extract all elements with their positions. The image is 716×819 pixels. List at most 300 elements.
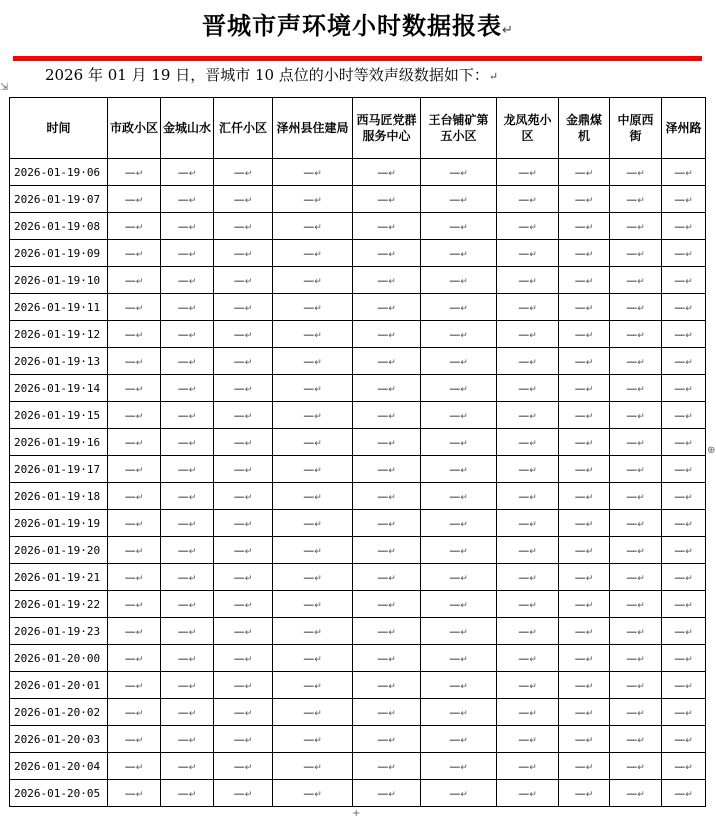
value-cell: [662, 753, 706, 780]
paragraph-mark-icon: ↵: [135, 735, 144, 746]
paragraph-mark-icon: ↵: [585, 384, 594, 395]
time-cell: 2026-01-19·10: [10, 267, 108, 294]
paragraph-mark-icon: ↵: [244, 411, 253, 422]
paragraph-mark-icon: ↵: [388, 627, 396, 638]
paragraph-mark-icon: ↵: [314, 411, 322, 422]
value-text: —: [233, 759, 245, 773]
table-header-row: [10, 98, 706, 159]
value-text: —: [518, 678, 530, 692]
paragraph-mark-icon: ↵: [188, 681, 197, 692]
paragraph-mark-icon: ↵: [685, 357, 693, 368]
table-row: [10, 618, 706, 645]
value-text: —: [177, 246, 189, 260]
value-cell: [421, 537, 497, 564]
value-cell: [497, 402, 559, 429]
value-cell: [559, 294, 610, 321]
value-cell: [662, 726, 706, 753]
value-cell: [273, 159, 353, 186]
value-cell: [497, 375, 559, 402]
value-cell: [610, 159, 662, 186]
value-cell: [214, 753, 273, 780]
paragraph-mark-icon: ↵: [685, 492, 693, 503]
value-cell: [161, 267, 214, 294]
value-cell: [559, 456, 610, 483]
paragraph-mark-icon: ↵: [685, 735, 693, 746]
value-text: —: [177, 219, 189, 233]
value-text: —: [449, 273, 461, 287]
paragraph-mark-icon: ↵: [314, 573, 322, 584]
column-header-site: 市政小区: [108, 98, 161, 159]
table-row: [10, 456, 706, 483]
value-text: —: [518, 759, 530, 773]
value-cell: [161, 294, 214, 321]
value-text: —: [233, 624, 245, 638]
value-text: —: [626, 516, 638, 530]
time-cell: 2026-01-19·06: [10, 159, 108, 186]
value-text: —: [449, 462, 461, 476]
time-cell: 2026-01-19·09: [10, 240, 108, 267]
paragraph-mark-icon: ↵: [637, 627, 645, 638]
paragraph-mark-icon: ↵: [135, 195, 144, 206]
paragraph-mark-icon: ↵: [685, 384, 693, 395]
value-cell: [273, 672, 353, 699]
paragraph-mark-icon: ↵: [460, 654, 468, 665]
time-cell: 2026-01-20·05: [10, 780, 108, 807]
value-text: —: [233, 192, 245, 206]
value-cell: [353, 780, 421, 807]
paragraph-mark-icon: ↵: [244, 222, 253, 233]
time-cell: 2026-01-19·08: [10, 213, 108, 240]
value-text: —: [303, 786, 315, 800]
time-cell: 2026-01-19·18: [10, 483, 108, 510]
value-text: —: [377, 786, 389, 800]
paragraph-mark-icon: ↵: [244, 627, 253, 638]
value-text: —: [449, 516, 461, 530]
paragraph-mark-icon: ↵: [388, 546, 396, 557]
table-move-handle-icon[interactable]: ⇲: [0, 82, 9, 93]
table-row: [10, 699, 706, 726]
value-text: —: [124, 786, 136, 800]
paragraph-mark-icon: ↵: [244, 654, 253, 665]
value-text: —: [124, 192, 136, 206]
paragraph-mark-icon: ↵: [460, 249, 468, 260]
value-cell: [497, 726, 559, 753]
paragraph-mark-icon: ↵: [637, 411, 645, 422]
paragraph-mark-icon: ↵: [460, 357, 468, 368]
value-text: —: [377, 543, 389, 557]
value-cell: [214, 348, 273, 375]
value-cell: [497, 753, 559, 780]
value-text: —: [574, 408, 586, 422]
value-text: —: [518, 462, 530, 476]
paragraph-mark-icon: ↵: [460, 681, 468, 692]
paragraph-mark-icon: ↵: [244, 357, 253, 368]
paragraph-mark-icon: ↵: [685, 222, 693, 233]
value-cell: [421, 294, 497, 321]
value-text: —: [377, 597, 389, 611]
value-cell: [421, 699, 497, 726]
value-cell: [273, 375, 353, 402]
paragraph-mark-icon: ↵: [529, 276, 537, 287]
paragraph-mark-icon: ↵: [188, 438, 197, 449]
value-text: —: [177, 300, 189, 314]
value-cell: [273, 699, 353, 726]
value-text: —: [518, 300, 530, 314]
value-cell: [214, 213, 273, 240]
paragraph-mark-icon: ↵: [188, 708, 197, 719]
paragraph-mark-icon: ↵: [460, 735, 468, 746]
paragraph-mark-icon: ↵: [314, 249, 322, 260]
value-text: —: [377, 246, 389, 260]
value-text: —: [449, 435, 461, 449]
value-cell: [353, 267, 421, 294]
value-text: —: [674, 408, 686, 422]
value-cell: [353, 483, 421, 510]
value-text: —: [518, 192, 530, 206]
paragraph-mark-icon: ↵: [244, 492, 253, 503]
value-text: —: [303, 462, 315, 476]
paragraph-mark-icon: ↵: [460, 573, 468, 584]
value-cell: [421, 213, 497, 240]
paragraph-mark-icon: ↵: [314, 168, 322, 179]
paragraph-mark-icon: ↵: [388, 654, 396, 665]
value-cell: [214, 321, 273, 348]
paragraph-mark-icon: ↵: [188, 195, 197, 206]
table-row: [10, 753, 706, 780]
value-text: —: [449, 705, 461, 719]
value-text: —: [377, 408, 389, 422]
paragraph-mark-icon: ↵: [460, 276, 468, 287]
value-cell: [108, 429, 161, 456]
value-text: —: [233, 705, 245, 719]
value-cell: [108, 591, 161, 618]
value-cell: [610, 753, 662, 780]
value-text: —: [626, 462, 638, 476]
paragraph-mark-icon: ↵: [135, 573, 144, 584]
table-row: [10, 294, 706, 321]
value-cell: [161, 699, 214, 726]
value-text: —: [303, 759, 315, 773]
paragraph-mark-icon: ↵: [135, 654, 144, 665]
value-cell: [214, 240, 273, 267]
paragraph-mark-icon: ↵: [188, 573, 197, 584]
paragraph-mark-icon: ↵: [135, 357, 144, 368]
value-text: —: [377, 705, 389, 719]
value-cell: [421, 726, 497, 753]
paragraph-mark-icon: ↵: [314, 546, 322, 557]
paragraph-mark-icon: ↵: [685, 681, 693, 692]
paragraph-mark-icon: ↵: [188, 222, 197, 233]
value-cell: [353, 213, 421, 240]
paragraph-mark-icon: ↵: [314, 735, 322, 746]
row-insert-icon[interactable]: ⊕: [707, 445, 716, 456]
paragraph-mark-icon: ↵: [388, 492, 396, 503]
value-text: —: [626, 624, 638, 638]
value-cell: [421, 321, 497, 348]
value-text: —: [377, 651, 389, 665]
value-text: —: [303, 327, 315, 341]
value-text: —: [626, 543, 638, 557]
paragraph-mark-icon: ↵: [637, 465, 645, 476]
paragraph-mark-icon: ↵: [529, 438, 537, 449]
value-text: —: [626, 732, 638, 746]
table-row: [10, 240, 706, 267]
paragraph-mark-icon: ↵: [685, 519, 693, 530]
paragraph-mark-icon: ↵: [244, 330, 253, 341]
value-cell: [559, 699, 610, 726]
paragraph-mark-icon: ↵: [637, 519, 645, 530]
value-text: —: [124, 759, 136, 773]
paragraph-mark-icon: ↵: [637, 546, 645, 557]
value-cell: [161, 510, 214, 537]
paragraph-mark-icon: ↵: [585, 573, 594, 584]
value-cell: [662, 699, 706, 726]
value-cell: [273, 213, 353, 240]
paragraph-mark-icon: ↵: [314, 627, 322, 638]
value-text: —: [449, 381, 461, 395]
value-cell: [559, 564, 610, 591]
table-resize-icon[interactable]: +: [352, 808, 361, 819]
paragraph-mark-icon: ↵: [188, 519, 197, 530]
value-cell: [662, 645, 706, 672]
time-cell: 2026-01-19·13: [10, 348, 108, 375]
paragraph-mark-icon: ↵: [460, 789, 468, 800]
value-cell: [610, 510, 662, 537]
value-text: —: [124, 705, 136, 719]
value-cell: [161, 321, 214, 348]
paragraph-mark-icon: ↵: [585, 357, 594, 368]
value-cell: [662, 672, 706, 699]
value-cell: [662, 240, 706, 267]
value-cell: [161, 726, 214, 753]
value-cell: [610, 186, 662, 213]
paragraph-mark-icon: ↵: [685, 789, 693, 800]
value-cell: [353, 672, 421, 699]
column-header-site: 龙凤苑小区: [497, 98, 559, 159]
paragraph-mark-icon: ↵: [637, 195, 645, 206]
paragraph-mark-icon: ↵: [388, 735, 396, 746]
paragraph-mark-icon: ↵: [314, 789, 322, 800]
paragraph-mark-icon: ↵: [685, 168, 693, 179]
value-text: —: [303, 516, 315, 530]
paragraph-mark-icon: ↵: [388, 681, 396, 692]
table-row: [10, 186, 706, 213]
value-cell: [108, 483, 161, 510]
value-text: —: [574, 570, 586, 584]
time-cell: 2026-01-19·22: [10, 591, 108, 618]
paragraph-mark-icon: ↵: [637, 708, 645, 719]
value-cell: [353, 564, 421, 591]
value-text: —: [674, 705, 686, 719]
paragraph-mark-icon: ↵: [388, 249, 396, 260]
value-text: —: [177, 327, 189, 341]
paragraph-mark-icon: ↵: [529, 600, 537, 611]
value-text: —: [626, 759, 638, 773]
value-cell: [421, 348, 497, 375]
value-cell: [214, 375, 273, 402]
paragraph-mark-icon: ↵: [135, 789, 144, 800]
value-text: —: [626, 354, 638, 368]
paragraph-mark-icon: ↵: [460, 762, 468, 773]
value-cell: [662, 267, 706, 294]
value-text: —: [449, 192, 461, 206]
value-text: —: [233, 246, 245, 260]
value-text: —: [303, 435, 315, 449]
paragraph-mark-icon: ↵: [314, 438, 322, 449]
value-cell: [662, 321, 706, 348]
value-cell: [273, 780, 353, 807]
table-row: [10, 159, 706, 186]
paragraph-mark-icon: ↵: [314, 222, 322, 233]
paragraph-mark-icon: ↵: [244, 519, 253, 530]
value-cell: [214, 294, 273, 321]
value-text: —: [518, 165, 530, 179]
value-text: —: [449, 651, 461, 665]
paragraph-mark-icon: ↵: [585, 168, 594, 179]
value-text: —: [518, 489, 530, 503]
value-cell: [559, 726, 610, 753]
value-text: —: [626, 597, 638, 611]
time-cell: 2026-01-19·15: [10, 402, 108, 429]
value-cell: [559, 780, 610, 807]
value-text: —: [674, 435, 686, 449]
value-text: —: [626, 300, 638, 314]
value-cell: [273, 402, 353, 429]
value-text: —: [674, 759, 686, 773]
paragraph-mark-icon: ↵: [529, 492, 537, 503]
paragraph-mark-icon: ↵: [585, 546, 594, 557]
paragraph-mark-icon: ↵: [685, 411, 693, 422]
value-cell: [662, 483, 706, 510]
value-text: —: [233, 732, 245, 746]
table-row: [10, 348, 706, 375]
paragraph-mark-icon: ↵: [188, 330, 197, 341]
value-text: —: [377, 516, 389, 530]
paragraph-mark-icon: ↵: [388, 465, 396, 476]
paragraph-mark-icon: ↵: [244, 384, 253, 395]
value-text: —: [233, 381, 245, 395]
paragraph-mark-icon: ↵: [637, 384, 645, 395]
paragraph-mark-icon: ↵: [529, 519, 537, 530]
value-cell: [108, 618, 161, 645]
value-cell: [108, 564, 161, 591]
paragraph-mark-icon: ↵: [388, 411, 396, 422]
value-cell: [610, 672, 662, 699]
value-text: —: [124, 624, 136, 638]
value-cell: [497, 294, 559, 321]
paragraph-mark-icon: ↵: [637, 492, 645, 503]
value-cell: [662, 429, 706, 456]
value-text: —: [303, 381, 315, 395]
paragraph-mark-icon: ↵: [637, 789, 645, 800]
paragraph-mark-icon: ↵: [135, 519, 144, 530]
value-cell: [273, 267, 353, 294]
value-text: —: [574, 489, 586, 503]
value-text: —: [124, 516, 136, 530]
value-cell: [662, 159, 706, 186]
value-text: —: [449, 219, 461, 233]
value-cell: [353, 537, 421, 564]
paragraph-mark-icon: ↵: [585, 762, 594, 773]
value-cell: [273, 348, 353, 375]
value-text: —: [449, 246, 461, 260]
paragraph-mark-icon: ↵: [314, 465, 322, 476]
value-text: —: [177, 516, 189, 530]
paragraph-mark-icon: ↵: [388, 789, 396, 800]
value-text: —: [626, 246, 638, 260]
value-cell: [559, 483, 610, 510]
value-cell: [353, 240, 421, 267]
value-cell: [108, 294, 161, 321]
value-text: —: [177, 678, 189, 692]
value-text: —: [177, 381, 189, 395]
paragraph-mark-icon: ↵: [135, 465, 144, 476]
value-text: —: [674, 516, 686, 530]
paragraph-mark-icon: ↵: [529, 789, 537, 800]
time-cell: 2026-01-20·00: [10, 645, 108, 672]
value-cell: [497, 240, 559, 267]
value-cell: [497, 159, 559, 186]
value-cell: [497, 186, 559, 213]
column-header-site: 西马匠党群服务中心: [353, 98, 421, 159]
column-header-site: 泽州县住建局: [273, 98, 353, 159]
value-cell: [497, 591, 559, 618]
value-cell: [273, 186, 353, 213]
paragraph-mark-icon: ↵: [188, 654, 197, 665]
value-cell: [610, 537, 662, 564]
value-text: —: [574, 246, 586, 260]
value-cell: [610, 726, 662, 753]
paragraph-mark-icon: ↵: [135, 384, 144, 395]
value-cell: [273, 726, 353, 753]
value-text: —: [518, 570, 530, 584]
value-text: —: [518, 327, 530, 341]
value-cell: [353, 375, 421, 402]
value-cell: [214, 537, 273, 564]
value-cell: [161, 348, 214, 375]
value-cell: [108, 375, 161, 402]
paragraph-mark-icon: ↵: [637, 735, 645, 746]
value-text: —: [233, 651, 245, 665]
value-text: —: [377, 273, 389, 287]
paragraph-mark-icon: ↵: [585, 627, 594, 638]
paragraph-mark-icon: ↵: [685, 330, 693, 341]
value-cell: [161, 213, 214, 240]
value-cell: [662, 375, 706, 402]
paragraph-mark-icon: ↵: [585, 276, 594, 287]
value-cell: [497, 537, 559, 564]
value-cell: [353, 510, 421, 537]
value-cell: [662, 213, 706, 240]
paragraph-mark-icon: ↵: [188, 546, 197, 557]
value-cell: [108, 213, 161, 240]
paragraph-mark-icon: ↵: [460, 546, 468, 557]
value-cell: [421, 672, 497, 699]
value-cell: [610, 645, 662, 672]
value-text: —: [574, 462, 586, 476]
paragraph-mark-icon: ↵: [460, 600, 468, 611]
paragraph-mark-icon: ↵: [388, 168, 396, 179]
value-cell: [214, 645, 273, 672]
value-text: —: [124, 246, 136, 260]
value-cell: [108, 267, 161, 294]
paragraph-mark-icon: ↵: [460, 330, 468, 341]
value-text: —: [449, 678, 461, 692]
value-cell: [108, 510, 161, 537]
paragraph-mark-icon: ↵: [637, 249, 645, 260]
paragraph-mark-icon: ↵: [637, 303, 645, 314]
paragraph-mark-icon: ↵: [188, 735, 197, 746]
